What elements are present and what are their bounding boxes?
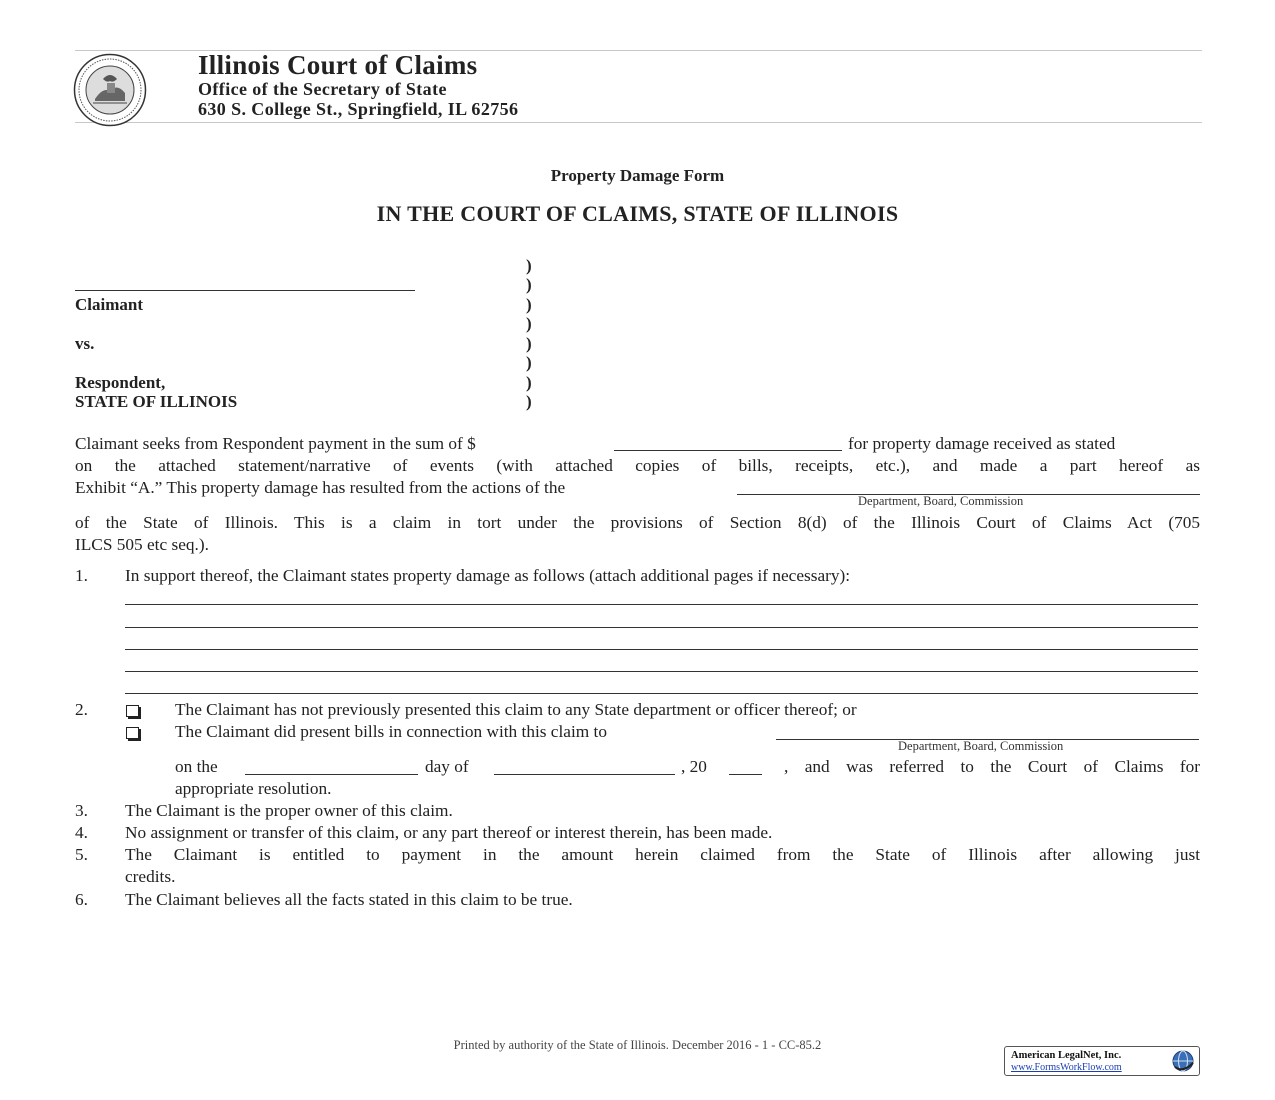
year-prefix: , 20 — [681, 757, 707, 776]
amount-line[interactable] — [614, 450, 842, 451]
badge-url-link[interactable]: www.FormsWorkFlow.com — [1011, 1062, 1122, 1073]
item-6-text: The Claimant believes all the facts stated in this claim to be true. — [125, 890, 573, 909]
did-present-checkbox[interactable] — [126, 727, 139, 739]
item-number: 6. — [75, 890, 88, 909]
item-4-text: No assignment or transfer of this claim, or any part thereof or interest therein, has been made. — [125, 823, 773, 842]
damage-description-line[interactable] — [125, 693, 1198, 694]
form-title: Property Damage Form — [550, 166, 725, 185]
caption-paren: ) — [526, 275, 532, 294]
claimant-label: Claimant — [75, 295, 143, 314]
referred-text: , and was referred to the Court of Claims for — [784, 757, 1200, 776]
item-1-text: In support thereof, the Claimant states property damage as follows (attach additional pages if necessary): — [125, 566, 851, 585]
state-seal-icon — [73, 53, 147, 127]
department-label: Department, Board, Commission — [858, 494, 1024, 508]
item-2-option-1: The Claimant has not previously presented this claim to any State department or officer thereof; or — [175, 700, 857, 719]
body-line-5: ILCS 505 etc seq.). — [75, 535, 209, 554]
damage-description-line[interactable] — [125, 649, 1198, 650]
footer-text: Printed by authority of the State of Illinois. December 2016 - 1 - CC-85.2 — [453, 1038, 822, 1052]
day-line[interactable] — [245, 774, 418, 775]
item-2-option-2: The Claimant did present bills in connection with this claim to — [175, 722, 607, 741]
damage-description-line[interactable] — [125, 627, 1198, 628]
globe-icon — [1171, 1049, 1195, 1073]
not-presented-checkbox[interactable] — [126, 705, 139, 717]
court-title: IN THE COURT OF CLAIMS, STATE OF ILLINOIS — [376, 201, 899, 226]
badge-name: American LegalNet, Inc. — [1011, 1050, 1122, 1061]
american-legalnet-badge[interactable] — [1004, 1046, 1200, 1076]
caption-paren: ) — [526, 353, 532, 372]
item-number: 4. — [75, 823, 88, 842]
year-line[interactable] — [729, 774, 762, 775]
body-line-3: Exhibit “A.” This property damage has resulted from the actions of the — [75, 478, 566, 497]
item-5-text-continued: credits. — [125, 867, 176, 886]
caption-paren: ) — [526, 295, 532, 314]
respondent-label: Respondent, — [75, 373, 166, 392]
body-line-1a: Claimant seeks from Respondent payment in the sum of $ — [75, 434, 476, 453]
caption-paren: ) — [526, 392, 532, 411]
item-number: 1. — [75, 566, 88, 585]
caption-paren: ) — [526, 334, 532, 353]
body-line-2: on the attached statement/narrative of events (with attached copies of bills, receipts, etc.), and made a part hereof as — [75, 456, 1200, 475]
on-the-label: on the — [175, 757, 218, 776]
header-bottom-rule — [75, 122, 1202, 123]
department-label: Department, Board, Commission — [898, 739, 1064, 753]
claimant-name-line[interactable] — [75, 290, 415, 291]
header-office: Office of the Secretary of State — [198, 79, 447, 99]
damage-description-line[interactable] — [125, 604, 1198, 605]
item-5-text: The Claimant is entitled to payment in the amount herein claimed from the State of Illinois after allowing just — [125, 845, 1200, 864]
item-number: 3. — [75, 801, 88, 820]
damage-description-line[interactable] — [125, 671, 1198, 672]
item-number: 5. — [75, 845, 88, 864]
item-number: 2. — [75, 700, 88, 719]
month-line[interactable] — [494, 774, 675, 775]
day-of-label: day of — [425, 757, 469, 776]
header-title: Illinois Court of Claims — [198, 50, 478, 80]
caption-paren: ) — [526, 314, 532, 333]
header-address: 630 S. College St., Springfield, IL 62756 — [198, 99, 519, 119]
vs-label: vs. — [75, 334, 95, 353]
caption-paren: ) — [526, 373, 532, 392]
caption-paren: ) — [526, 256, 532, 275]
item-3-text: The Claimant is the proper owner of this claim. — [125, 801, 453, 820]
body-line-1b: for property damage received as stated — [848, 434, 1116, 453]
body-line-4: of the State of Illinois. This is a claim in tort under the provisions of Section 8(d) of the Illinois Court of Claims Act (705 — [75, 513, 1200, 532]
resolution-text: appropriate resolution. — [175, 779, 332, 798]
state-of-illinois-label: STATE OF ILLINOIS — [75, 392, 238, 411]
